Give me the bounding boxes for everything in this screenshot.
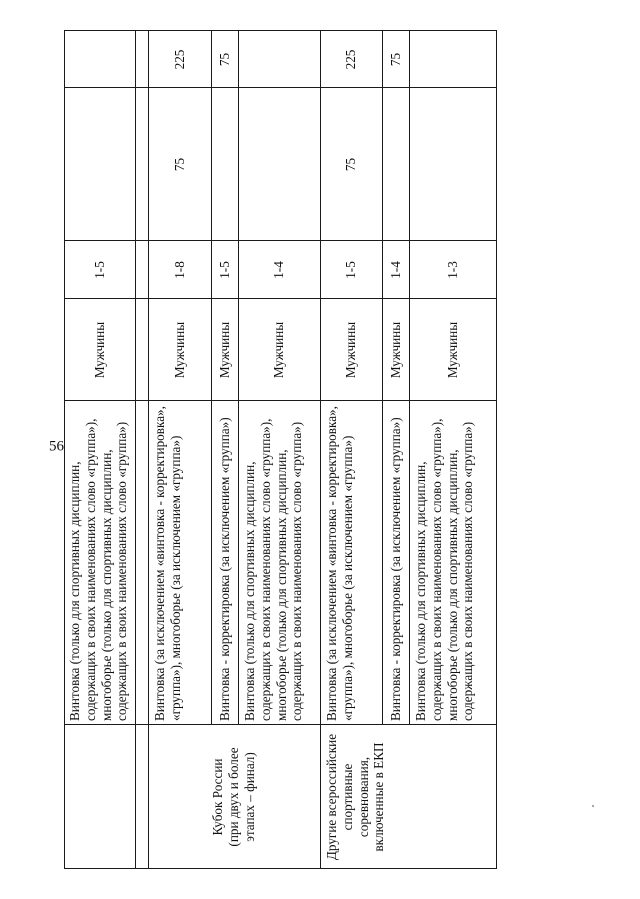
total-cell bbox=[65, 31, 135, 88]
value-cell bbox=[382, 88, 409, 241]
rating-table bbox=[64, 30, 497, 869]
total-cell: 75 bbox=[387, 52, 403, 67]
discipline-cell: Винтовка - корректировка (за исключением «группа») bbox=[388, 417, 403, 721]
places-cell: 1-3 bbox=[444, 261, 460, 279]
total-cell bbox=[238, 31, 320, 88]
gender-cell: Мужчины bbox=[343, 321, 359, 379]
total-cell: 225 bbox=[171, 49, 187, 70]
discipline-cell: Винтовка (только для спортивных дисциплин, содержащих в своих наименованиях слово «группа»), многоборье (только для спортивных дисциплин, содержащих в своих наименованиях слово «группа») bbox=[242, 418, 305, 721]
discipline-cell: Винтовка (за исключением «винтовка - корректировка», «группа»), многоборье (за исключением «группа») bbox=[152, 406, 183, 721]
value-cell bbox=[409, 88, 496, 241]
gender-cell: Мужчины bbox=[92, 321, 108, 379]
discipline-cell: Винтовка (за исключением «винтовка - корректировка», «группа»), многоборье (за исключением «группа») bbox=[324, 406, 355, 721]
value-cell bbox=[65, 88, 135, 241]
places-cell: 1-5 bbox=[216, 261, 232, 279]
gender-cell: Мужчины bbox=[171, 321, 187, 379]
places-cell: 1-4 bbox=[387, 261, 403, 279]
discipline-cell: Винтовка (только для спортивных дисциплин, содержащих в своих наименованиях слово «группа»), многоборье (только для спортивных дисциплин, содержащих в своих наименованиях слово «группа») bbox=[67, 418, 130, 721]
gender-cell: Мужчины bbox=[271, 321, 287, 379]
discipline-cell: Винтовка - корректировка (за исключением «группа») bbox=[217, 417, 232, 721]
value-cell bbox=[238, 88, 320, 241]
gender-cell: Мужчины bbox=[216, 321, 232, 379]
places-cell: 1-8 bbox=[171, 261, 187, 279]
value-cell: 75 bbox=[171, 157, 187, 172]
gender-cell: Мужчины bbox=[444, 321, 460, 379]
competition-cell: Кубок России (при двух и более этапах – финал) bbox=[210, 747, 257, 847]
value-cell bbox=[211, 88, 238, 241]
total-cell: 225 bbox=[343, 49, 359, 70]
page-number: 56 bbox=[49, 438, 64, 455]
row-divider bbox=[135, 30, 136, 869]
places-cell: 1-4 bbox=[271, 261, 287, 279]
total-cell: 75 bbox=[216, 52, 232, 67]
table-border-bottom bbox=[496, 30, 497, 869]
gender-cell: Мужчины bbox=[387, 321, 403, 379]
competition-cell: Другие всероссийские спортивные соревнования, включенные в ЕКП bbox=[324, 733, 387, 861]
total-cell bbox=[409, 31, 496, 88]
value-cell: 75 bbox=[343, 157, 359, 172]
scan-speck bbox=[592, 805, 594, 807]
discipline-cell: Винтовка (только для спортивных дисциплин, содержащих в своих наименованиях слово «группа»), многоборье (только для спортивных дисциплин, содержащих в своих наименованиях слово «группа») bbox=[413, 418, 476, 721]
places-cell: 1-5 bbox=[92, 261, 108, 279]
places-cell: 1-5 bbox=[343, 261, 359, 279]
